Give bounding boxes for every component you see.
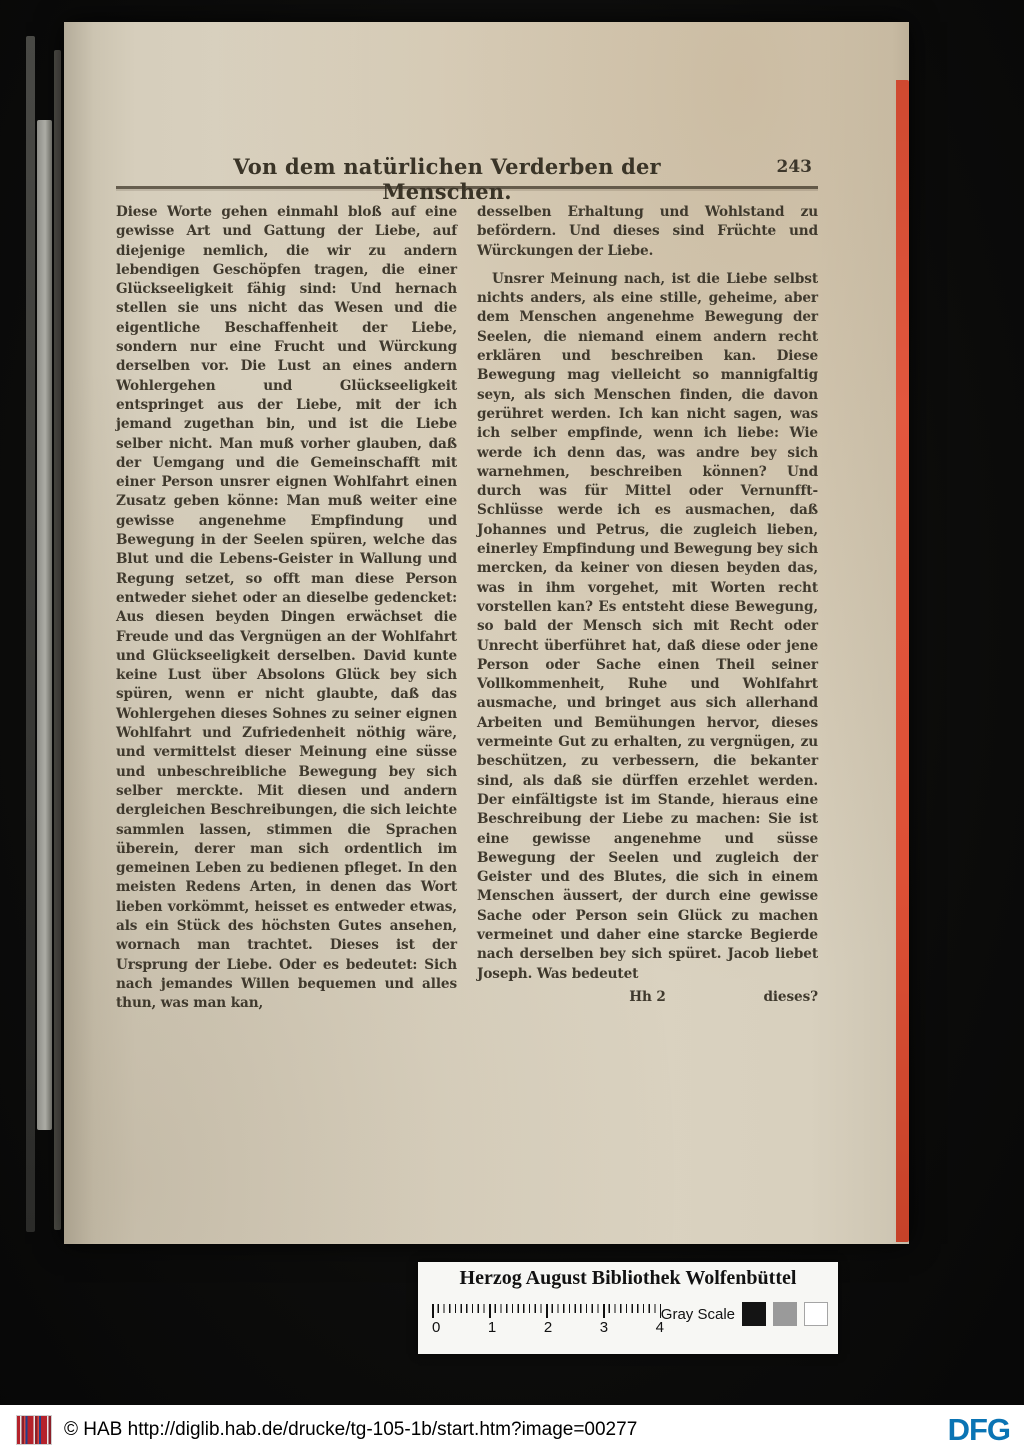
ruler-number: 4: [655, 1319, 664, 1336]
ruler-number: 1: [487, 1319, 497, 1336]
catchword: dieses?: [763, 988, 818, 1005]
gray-scale-label: Gray Scale: [660, 1305, 735, 1323]
book-edge-strip: [54, 50, 61, 1230]
gray-patch-black: [742, 1302, 766, 1326]
book-edge-strip: [37, 120, 52, 1130]
library-name: Herzog August Bibliothek Wolfenbüttel: [459, 1267, 797, 1289]
page-text-block: [116, 154, 818, 1013]
ruler-numbers: [432, 1319, 664, 1336]
paragraph: desselben Erhaltung und Wohlstand zu befördern. Und dieses sind Früchte und Würckungen der Liebe.: [477, 204, 818, 259]
dfg-logo: DFG: [947, 1411, 1010, 1447]
book-edge-strip: [26, 36, 35, 1232]
gray-patch-white: [804, 1302, 828, 1326]
book-page: [64, 22, 909, 1244]
page-header: [116, 154, 818, 204]
ruler-ticks: [432, 1304, 661, 1318]
text-column-left: [116, 203, 457, 1013]
copyright-url: © HAB http://diglib.hab.de/drucke/tg-105-1b/start.htm?image=00277: [64, 1418, 638, 1440]
red-fore-edge: [896, 80, 909, 1242]
paragraph: Unsrer Meinung nach, ist die Liebe selbst nichts anders, als eine stille, geheime, aber dem Menschen angenehme Bewegung der Seelen, die niemand einem andern recht erklären und beschreiben kan. Diese Bewegung mag vielleicht so mannigfaltig seyn, als sich Menschen finden, die davon gerühret werden. Ich kan nicht sagen, was ich selber empfinde, wenn ich liebe: Wie werde ich denn das, was andre bey sich warnehmen, beschreiben können? Und durch was für Mittel oder Vernunfft-Schlüsse werde ich es ausmachen, daß Johannes und Petrus, die zugleich lieben, einerley Empfindung und Bewegung bey sich mercken, da keiner von diesen beyden das, was in ihm vorgehet, mit Worten recht vorstellen kan? Es entsteht diese Bewegung, so bald der Mensch sich mit Recht oder Unrecht überführet hat, daß diese oder jene Person oder Sache einen Theil seiner Vollkommenheit, Ruhe und Wohlfahrt ausmache, und bringet aus sich allerhand Arbeiten und Bemühungen hervor, dieses vermeinte Gut zu erhalten, zu vergnügen, zu beschützen, zu verbessern, die bekanter sind, als daß sie dürffen erzehlet werden. Der einfältigste ist im Stande, hieraus eine Beschreibung der Liebe zu machen: Sie ist eine gewisse angenehme und süsse Bewegung der Seelen und zugleich der Geister und des Blutes, die sich in einem Menschen äussert, der durch eine gewisse Sache oder Person sein Glück zu machen vermeinet und daher eine starcke Begierde nach derselben bey sich spüret. Jacob liebet Joseph. Was bedeutet: [477, 270, 818, 982]
gray-patch-gray: [773, 1302, 797, 1326]
page-number: 243: [776, 157, 812, 177]
color-bar-icon: [16, 1415, 52, 1445]
ruler-number: 0: [432, 1319, 441, 1336]
running-title: Von dem natürlichen Verderben der Menschen.: [233, 154, 661, 204]
measurement-ruler: [432, 1304, 664, 1336]
text-columns: [116, 203, 818, 1013]
signature-row: [477, 988, 818, 1007]
text-column-right: [477, 203, 818, 1013]
signature-mark: Hh 2: [629, 988, 666, 1005]
paragraph: Diese Worte gehen einmahl bloß auf eine gewisse Art und Gattung der Liebe, auf diejenige nemlich, die wir zu andern lebendigen Geschöpfen tragen, die einer Glückseeligkeit fähig sind: Und hernach stellen sie uns nicht das Wesen und die eigentliche Beschaffenheit der Liebe, sondern nur eine Frucht und Würckung derselben vor. Die Lust an eines andern Wohlergehen und Glückseeligkeit entspringet aus der Liebe, mit der ich jemand zugethan bin, und ist die Liebe selber nicht. Man muß vorher glauben, daß der Uemgang und die Gemeinschafft mit einer Person unsrer eignen Wohlfahrt einen Zusatz geben könne: Man muß weiter eine gewisse angenehme Empfindung und Bewegung in der Seelen spüren, welche das Blut und die Lebens-Geister in Wallung und Regung setzet, so offt man diese Person entweder siehet oder an dieselbe gedencket: Aus diesen beyden Dingen erwächset die Freude und das Vergnügen an der Wohlfahrt und Glückseeligkeit derselben. David kunte keine Lust über Absolons Glück bey sich spüren, wenn er nicht glaubte, daß das Wohlergehen dieses Sohnes zu seiner eignen Wohlfahrt und Zufriedenheit nöthig wäre, und vermittelst dieser Meinung eine süsse und unbeschreibliche Bewegung bey sich selber merckte. Mit diesen und andern dergleichen Beschreibungen, die sich leichte sammlen lassen, stimmen die Sprachen überein, derer man sich ordentlich im gemeinen Leben zu bedienen pfleget. In den meisten Redens Arten, in denen das Wort lieben vorkömmt, heisset es entweder etwas, als ein Stück des höchsten Gutes ansehen, wornach man trachtet. Dieses ist der Ursprung der Liebe. Oder es bedeutet: Sich nach jemandes Willen bequemen und alles thun, was man kan,: [116, 204, 457, 1012]
ruler-number: 2: [543, 1319, 553, 1336]
ruler-number: 3: [599, 1319, 609, 1336]
footer-bar: [0, 1405, 1024, 1454]
gray-scale-strip: [661, 1302, 828, 1326]
calibration-card: [418, 1262, 838, 1354]
